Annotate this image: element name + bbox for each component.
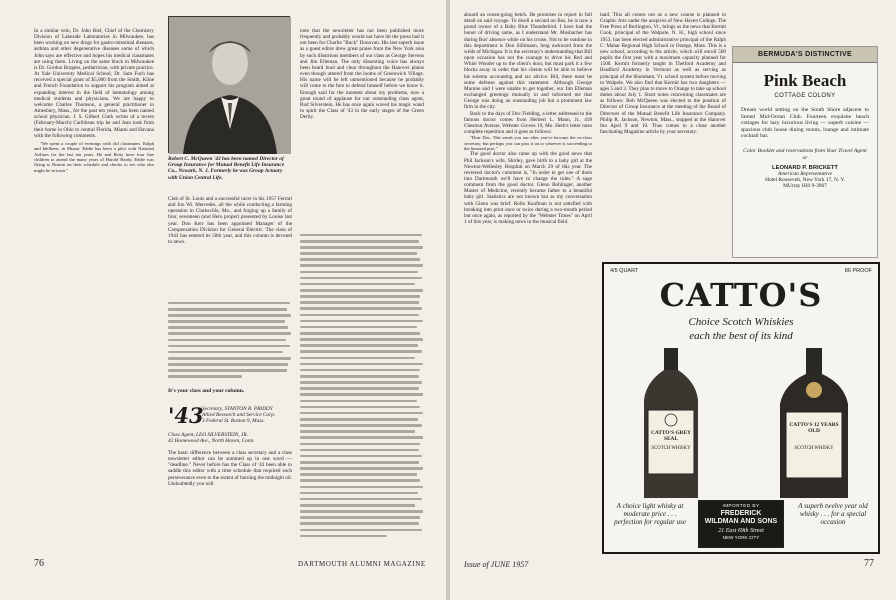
importer-address: 21 East 69th Street xyxy=(718,528,764,534)
secretary-line-3: 3 Federal St. Boston 9, Mass. xyxy=(202,418,265,425)
class-agent-info xyxy=(168,432,294,444)
bermuda-ad-rep-name: LEONARD P. BRICKETT xyxy=(772,165,838,172)
bottle2-label: CATTO'S 12 YEARS OLD xyxy=(789,422,839,434)
importer-box xyxy=(698,500,784,548)
photo-caption: Robert C. McQueen '43 has been named Director of Group Insurance for Mutual Benefit Life Insurance Co., Newark, N. J. Formerly he was Group Actuary with Union Central Life. xyxy=(168,156,285,181)
bermuda-ad-body: Dream world setting on the South Shore adjacent to famed Mid-Ocean Club. Fourteen exquisite beach cottages for lazy luxurious living — superb cuisine — spacious club house dining rooms, lounge and intimate cocktail bar. xyxy=(741,107,869,140)
left-column-3-filler xyxy=(300,232,424,550)
class-year-numeral: '43 xyxy=(168,403,204,428)
secretary-line-1: Secretary, STANTON R. PRIDDY xyxy=(202,406,273,412)
secretary-info xyxy=(202,406,294,425)
importer-top: IMPORTED BY xyxy=(722,503,760,508)
left-column-2-lower xyxy=(168,450,292,550)
bottle1-label: CATTO'S GREY SEAL xyxy=(650,430,692,442)
left-column-1 xyxy=(34,28,154,550)
cattos-ad[interactable] xyxy=(602,262,880,554)
bermuda-ad-header: BERMUDA'S DISTINCTIVE xyxy=(733,47,877,63)
bottle2-sub: SCOTCH WHISKY xyxy=(794,446,834,451)
right-page-number: 77 xyxy=(864,558,874,569)
column-closing-line: It's your class and your column. xyxy=(168,388,245,394)
portrait-photo xyxy=(168,16,290,153)
cattos-size-right: 86 PROOF xyxy=(844,268,872,274)
bermuda-ad-rep-address: Hotel Roosevelt, New York 17, N. Y. xyxy=(765,177,845,184)
left-footer-title: DARTMOUTH ALUMNI MAGAZINE xyxy=(298,560,426,568)
cattos-tagline-1: Choice Scotch Whiskies xyxy=(688,316,794,328)
right-page xyxy=(450,0,896,600)
cattos-bottom-right: A superb twelve year old whisky . . . for a special occasion xyxy=(798,502,868,526)
left-col3-paragraph: note that the newsletter has not been published more frequently and probably would not have hit the press had it not been for Charlie "Buck" Donovan. His last superb issue as a guest editor drew great praise from the New York area by such illustrious members of our class as George Stevens and Jim Elleman. The only dissenting voice has always been heard loud and clear throughout the Hanover plains even though uttered from the looms of Greenwich Village. His name will be left unmentioned because he probably will come to the fore to defend himself before we know it. Enough said for the moment about my problems, now a great round of applause for our outstanding class agent, Bud Silverstein. He has once again waved his magic wand to spirit the Class of '43 in the early stages of the Green Derby. xyxy=(300,28,424,121)
cattos-brand: CATTO'S xyxy=(659,276,823,314)
left-col1-paragraph: In a similar vein, Dr. John Biel, Chief of the Chemistry Division of Lakeside Laboratories in Milwaukee, has been working on new drugs for gastro-intestinal diseases, asthma and other degenerative diseases some of which John says are effective and hopes his medical classmates are using them. Living on the same block in Milwaukee is Dr. Gordon Burgess, pediatrician, with private practice. At Yale University Medical School, Dr. Sam Fuch has received a special grant of $5,000 from the Smith, Kline and French Foundation to support his program aimed at expanding interest in the field of hematology among medical students and physicians. We are happy to welcome Charles Thomson, a general practitioner in Amesbury, Mass., for the past ten years, has been named school physician. J. S. Gilbert Clark writes of a recent (February-March) Caribbean trip he and Jean took from their home in Ohio to central Florida, Miami and Havana with the following comments. xyxy=(34,28,154,139)
right-col2-paragraph: land. This all comes out as a new course is planned in Graphic Arts under the auspices of New Haven College. The Free Press of Burlington, Vt., brings us the news that Kermit Cook, principal of the Walpole, N. H., high school since 1953, has been elected administrative principal of the Ralph C. Mahar Regional High School in Orange, Mass. This is a new school, according to the article, which will enroll 500 pupils the first year with a maximum capacity planned for 1500. Kermit formerly taught in Thetford Academy and Bradford Academy in Vermont as well as serving as principal of the Shoreham, Vt. school system before moving to Walpole. We also find that Kermit has two daughters — ages 5 and 3. They plan to move to Orange to take up school duties about July 1. Short notes concerning classmates are as follows: Bob McQueen was elected to the position of Director of Group Insurance at the meeting of the Board of Directors of the Mutual Benefit Life Insurance Company. Philip R. Jackson, Newton, Mass., stopped at the Hanover Inn April 9 and 10. Thus comes to a close another fascinating Magazine article by your secretary. xyxy=(600,12,726,135)
left-col1-letter: "We spent a couple of evenings with old classmates. Ralph and Idelkeen, in Miami. Eddie has been a pilot with National Airlines for the last ten years. He and Betty have four fine children to attend the many years of Harold Hardy. Eddie was flying to Boston on their schedule and checks to see who else might be in town." xyxy=(34,140,154,173)
bermuda-ad[interactable] xyxy=(732,46,878,258)
bermuda-ad-name: Pink Beach xyxy=(763,71,847,90)
left-page-number: 76 xyxy=(34,558,44,569)
left-col2-lower-paragraph: The basic difference between a class secretary and a class newsletter editor can be summed up in one word — "deadline." Never before has the Class of '43 been able to saddle this editor with a time schedule that required such perseverance even to the extent of burning the midnight oil. Undoubtedly you will xyxy=(168,450,292,487)
bermuda-ad-rep-title: American Representative xyxy=(777,171,833,178)
bottle1-sub: SCOTCH WHISKY xyxy=(651,446,691,451)
cattos-bottom-left: A choice light whisky at moderate price . . . perfection for regular use xyxy=(614,502,686,526)
bermuda-ad-subtitle: COTTAGE COLONY xyxy=(774,93,836,99)
cattos-tagline-2: each the best of its kind xyxy=(689,330,793,342)
secretary-line-2: Allied Research and Service Corp. xyxy=(202,412,276,419)
cattos-size-left: 4/5 QUART xyxy=(610,268,639,274)
portrait-figure xyxy=(169,17,291,154)
importer-name: FREDERICK WILDMAN AND SONS xyxy=(704,510,778,525)
class-agent-line-2: 42 Homewood Ave., North Haven, Conn. xyxy=(168,438,255,445)
class-agent-line-1: Class Agent, LEO SILVERSTEIN, JR. xyxy=(168,432,248,438)
left-page xyxy=(0,0,446,600)
bermuda-ad-contact-lead: Color Booklet and reservations from Your Travel Agent or xyxy=(743,147,867,161)
right-col1-paragraph-3: The good doctor also came up with the good news that Phil Jackson's wife, Shirley, gave birth to a baby girl at the Newton-Wellesley Hospital on March 29 of this year. The reverend doctor's comment is, "In order to get one of them into Dartmouth we'll have to change the rules." A sage comment from the good doctor. Glenn Bohlinger, another Master of Medicine, recently became father to a beautiful baby girl. Statistics are not known but as my conversation with Glenn was brief. Rollo Kaufman is not satisfied with breaking into print once or twice during a two-month period but once again, as reported by the "Webster Times" on April 1 of this year, is making news in the musical field. xyxy=(464,151,592,226)
right-column-1 xyxy=(464,12,592,552)
bermuda-ad-rep-phone: MUrray Hill 9-3967 xyxy=(783,183,827,190)
importer-city: NEW YORK CITY xyxy=(722,535,760,540)
right-col1-letter: "Dear Doc, This sends you our after you've become the ex-class secretary, but perhaps you can pass it on to whoever is succeeding to the honored post." xyxy=(464,135,592,151)
issue-line: Issue of JUNE 1957 xyxy=(464,560,529,569)
left-col2-paragraph: Club of St. Louis and a successful racer in his 1957 Ferrari and Jon Wi. Mercedes, all the while conducting a farming operation in Clarksville, Mo., and forging up a family of four, seventeen (and Hero proper) presented by Louise last year. Don Kerr has been appointed Manager of the Compensation Division for General Electric. The class of 1943 has entered its 50th year, and this column is devoted to news. xyxy=(168,196,292,246)
right-col1-paragraph: aboard an ocean-going ketch. He promises to report in full detail on said voyage. To dwell a second on Bus, he is now a proud owner of a Baby Blue Thunderbird. I have had the honor of driving same, as I understand Mr. Mosbacher has during Bus' absence while on his cruise. Not to be outdone in this department is Don Sillimann, long awkward from the wilds of Michigan. It is the secretary's understanding that Bill upon occasion has not the courage to drive his Red and White Wonder up to the client's door, but must park it a few blocks away in order that his clients will be able to believe his solemn accounting and tax advice. Bill, there must be some defense against this statement. Although George Munroe and I were unable to get together, our Jim Elleman exchanged greetings mutually in and informed me that George was doing an outstanding job but a prominent law firm in the city. xyxy=(464,12,592,111)
right-col1-paragraph-2: Back to the days of Doc Fielding, a letter addressed to the famous doctor comes from Herbert L. Mann, Jr., 418 Chestnut Avenue, Webster Groves 19, Mo. Herb's letter rates complete repetition and it goes as follows: xyxy=(464,110,592,135)
grey-seal-bottle xyxy=(626,348,716,498)
